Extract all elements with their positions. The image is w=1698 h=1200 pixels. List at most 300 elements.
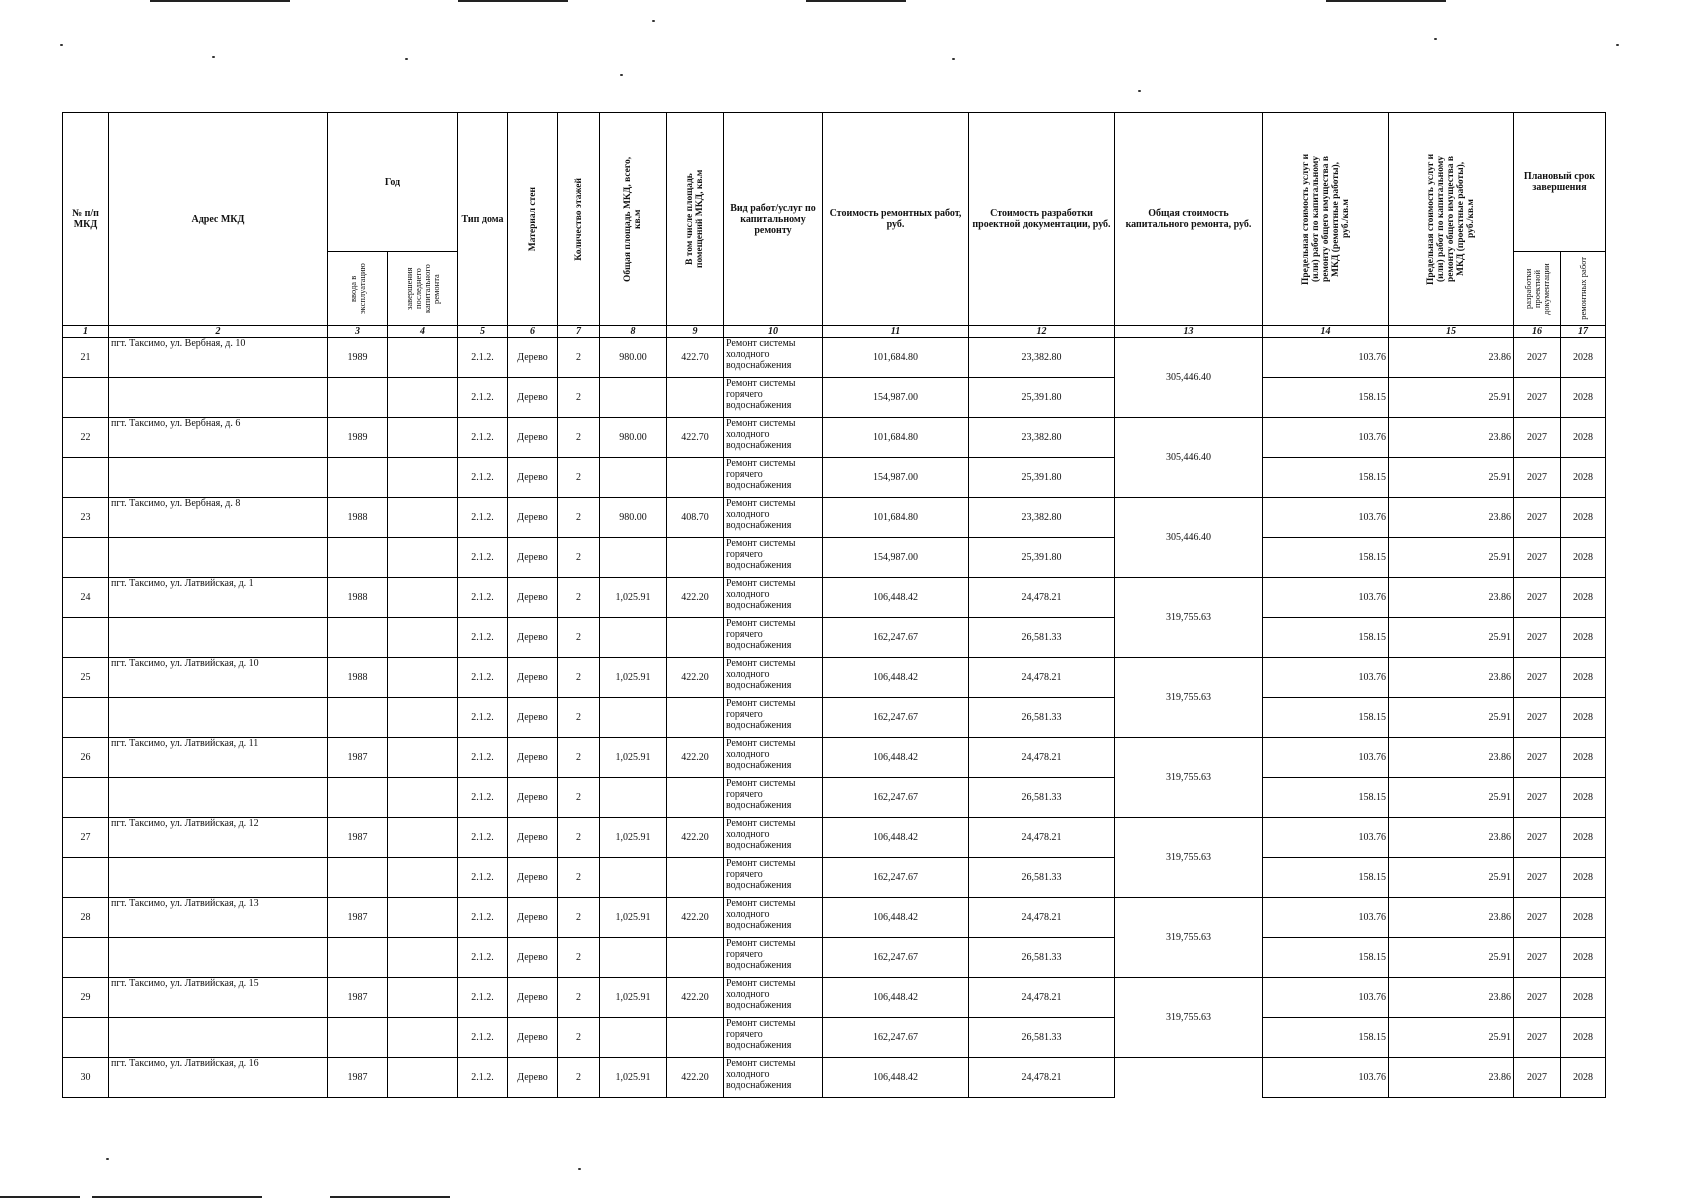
repair-cost: 101,684.80 (823, 418, 969, 458)
scan-artifact-line (1326, 0, 1446, 2)
deadline-repair: 2028 (1561, 1058, 1606, 1098)
column-number: 3 (328, 326, 388, 338)
building-number (63, 858, 109, 898)
scan-speck (652, 20, 655, 22)
limit-design: 23.86 (1389, 978, 1514, 1018)
table-row (63, 378, 1606, 418)
design-cost: 24,478.21 (969, 578, 1115, 618)
table-row (63, 938, 1606, 978)
design-cost: 24,478.21 (969, 818, 1115, 858)
building-number: 29 (63, 978, 109, 1018)
premises-area (667, 858, 724, 898)
work-type: Ремонт системы горячего водоснабжения (724, 458, 823, 498)
floors: 2 (558, 898, 600, 938)
design-cost: 24,478.21 (969, 738, 1115, 778)
house-type: 2.1.2. (458, 1058, 508, 1098)
total-area (600, 778, 667, 818)
limit-design: 23.86 (1389, 898, 1514, 938)
wall-material: Дерево (508, 818, 558, 858)
total-cost: 319,755.63 (1115, 738, 1263, 818)
limit-design: 25.91 (1389, 1018, 1514, 1058)
header-number: № п/п МКД (63, 113, 109, 326)
column-number: 6 (508, 326, 558, 338)
deadline-design: 2027 (1514, 538, 1561, 578)
limit-design: 25.91 (1389, 618, 1514, 658)
building-address: пгт. Таксимо, ул. Вербная, д. 8 (109, 498, 328, 538)
last-repair-year (388, 778, 458, 818)
repair-cost: 106,448.42 (823, 818, 969, 858)
building-number (63, 538, 109, 578)
total-area (600, 378, 667, 418)
last-repair-year (388, 858, 458, 898)
column-number: 12 (969, 326, 1115, 338)
house-type: 2.1.2. (458, 698, 508, 738)
deadline-repair: 2028 (1561, 458, 1606, 498)
total-area: 1,025.91 (600, 818, 667, 858)
wall-material: Дерево (508, 1018, 558, 1058)
floors: 2 (558, 1058, 600, 1098)
repair-cost: 106,448.42 (823, 738, 969, 778)
limit-repair: 103.76 (1263, 418, 1389, 458)
work-type: Ремонт системы горячего водоснабжения (724, 1018, 823, 1058)
total-area: 1,025.91 (600, 658, 667, 698)
floors: 2 (558, 978, 600, 1018)
floors: 2 (558, 498, 600, 538)
building-number: 25 (63, 658, 109, 698)
last-repair-year (388, 378, 458, 418)
building-number (63, 698, 109, 738)
last-repair-year (388, 418, 458, 458)
header-work-type: Вид работ/услуг по капитальному ремонту (724, 113, 823, 326)
repair-cost: 162,247.67 (823, 618, 969, 658)
table-row (63, 1058, 1606, 1098)
total-area: 980.00 (600, 418, 667, 458)
deadline-design: 2027 (1514, 778, 1561, 818)
limit-design: 25.91 (1389, 858, 1514, 898)
building-number: 21 (63, 338, 109, 378)
house-type: 2.1.2. (458, 938, 508, 978)
deadline-design: 2027 (1514, 1018, 1561, 1058)
design-cost: 23,382.80 (969, 338, 1115, 378)
commission-year (328, 1018, 388, 1058)
work-type: Ремонт системы холодного водоснабжения (724, 1058, 823, 1098)
building-number: 27 (63, 818, 109, 858)
column-number: 17 (1561, 326, 1606, 338)
header-premises-area: В том числе площадь помещений МКД, кв.м (667, 113, 724, 326)
deadline-repair: 2028 (1561, 418, 1606, 458)
limit-repair: 158.15 (1263, 698, 1389, 738)
commission-year (328, 538, 388, 578)
column-number: 10 (724, 326, 823, 338)
limit-design: 23.86 (1389, 578, 1514, 618)
repair-cost: 106,448.42 (823, 978, 969, 1018)
building-address (109, 858, 328, 898)
commission-year (328, 618, 388, 658)
work-type: Ремонт системы холодного водоснабжения (724, 738, 823, 778)
limit-repair: 103.76 (1263, 498, 1389, 538)
wall-material: Дерево (508, 418, 558, 458)
work-type: Ремонт системы холодного водоснабжения (724, 898, 823, 938)
deadline-design: 2027 (1514, 938, 1561, 978)
repair-cost: 162,247.67 (823, 938, 969, 978)
limit-design: 23.86 (1389, 738, 1514, 778)
total-cost (1115, 1058, 1263, 1098)
header-deadline-design: разработки проектной документации (1514, 252, 1561, 326)
header-year: Год (328, 113, 458, 252)
total-area (600, 858, 667, 898)
limit-repair: 103.76 (1263, 1058, 1389, 1098)
limit-design: 23.86 (1389, 1058, 1514, 1098)
scan-speck (1138, 90, 1141, 92)
building-number (63, 1018, 109, 1058)
building-address (109, 778, 328, 818)
house-type: 2.1.2. (458, 338, 508, 378)
scan-speck (1616, 44, 1619, 46)
premises-area (667, 458, 724, 498)
building-address: пгт. Таксимо, ул. Латвийская, д. 10 (109, 658, 328, 698)
building-number: 22 (63, 418, 109, 458)
commission-year: 1988 (328, 498, 388, 538)
wall-material: Дерево (508, 978, 558, 1018)
total-area (600, 458, 667, 498)
house-type: 2.1.2. (458, 1018, 508, 1058)
deadline-design: 2027 (1514, 898, 1561, 938)
header-deadline: Плановый срок завершения (1514, 113, 1606, 252)
house-type: 2.1.2. (458, 578, 508, 618)
wall-material: Дерево (508, 338, 558, 378)
design-cost: 24,478.21 (969, 1058, 1115, 1098)
limit-design: 25.91 (1389, 538, 1514, 578)
total-area (600, 1018, 667, 1058)
building-number: 23 (63, 498, 109, 538)
deadline-repair: 2028 (1561, 898, 1606, 938)
building-number: 24 (63, 578, 109, 618)
design-cost: 26,581.33 (969, 778, 1115, 818)
deadline-design: 2027 (1514, 578, 1561, 618)
building-address: пгт. Таксимо, ул. Вербная, д. 6 (109, 418, 328, 458)
commission-year: 1987 (328, 898, 388, 938)
commission-year: 1988 (328, 658, 388, 698)
wall-material: Дерево (508, 578, 558, 618)
deadline-repair: 2028 (1561, 618, 1606, 658)
commission-year: 1987 (328, 818, 388, 858)
building-number (63, 458, 109, 498)
limit-repair: 158.15 (1263, 458, 1389, 498)
column-number: 8 (600, 326, 667, 338)
house-type: 2.1.2. (458, 618, 508, 658)
work-type: Ремонт системы горячего водоснабжения (724, 938, 823, 978)
header-floors: Количество этажей (558, 113, 600, 326)
limit-design: 23.86 (1389, 498, 1514, 538)
table-row (63, 1018, 1606, 1058)
limit-design: 25.91 (1389, 778, 1514, 818)
building-address (109, 698, 328, 738)
limit-repair: 103.76 (1263, 898, 1389, 938)
total-cost: 319,755.63 (1115, 818, 1263, 898)
floors: 2 (558, 818, 600, 858)
limit-repair: 158.15 (1263, 778, 1389, 818)
total-cost: 319,755.63 (1115, 658, 1263, 738)
scan-artifact-line (92, 1196, 262, 1198)
scan-artifact-line (330, 1196, 450, 1198)
header-house-type: Тип дома (458, 113, 508, 326)
building-address (109, 618, 328, 658)
premises-area: 422.70 (667, 418, 724, 458)
deadline-repair: 2028 (1561, 1018, 1606, 1058)
floors: 2 (558, 378, 600, 418)
repair-cost: 162,247.67 (823, 858, 969, 898)
work-type: Ремонт системы холодного водоснабжения (724, 818, 823, 858)
wall-material: Дерево (508, 1058, 558, 1098)
design-cost: 26,581.33 (969, 618, 1115, 658)
design-cost: 24,478.21 (969, 898, 1115, 938)
house-type: 2.1.2. (458, 458, 508, 498)
wall-material: Дерево (508, 858, 558, 898)
header-year-commission: ввода в эксплуатацию (328, 252, 388, 326)
column-number: 9 (667, 326, 724, 338)
repair-cost: 106,448.42 (823, 898, 969, 938)
wall-material: Дерево (508, 538, 558, 578)
last-repair-year (388, 658, 458, 698)
commission-year (328, 858, 388, 898)
limit-repair: 103.76 (1263, 978, 1389, 1018)
wall-material: Дерево (508, 898, 558, 938)
repair-cost: 162,247.67 (823, 778, 969, 818)
total-area (600, 698, 667, 738)
building-number: 26 (63, 738, 109, 778)
premises-area (667, 378, 724, 418)
header-wall-material: Материал стен (508, 113, 558, 326)
capital-repair-table (62, 112, 1606, 1098)
deadline-design: 2027 (1514, 378, 1561, 418)
house-type: 2.1.2. (458, 778, 508, 818)
last-repair-year (388, 578, 458, 618)
total-cost: 319,755.63 (1115, 978, 1263, 1058)
limit-repair: 103.76 (1263, 658, 1389, 698)
limit-repair: 158.15 (1263, 938, 1389, 978)
table-row (63, 858, 1606, 898)
column-number: 15 (1389, 326, 1514, 338)
last-repair-year (388, 1018, 458, 1058)
last-repair-year (388, 978, 458, 1018)
header-total-cost: Общая стоимость капитального ремонта, руб. (1115, 113, 1263, 326)
table-row (63, 978, 1606, 1018)
last-repair-year (388, 1058, 458, 1098)
building-number (63, 378, 109, 418)
deadline-design: 2027 (1514, 1058, 1561, 1098)
repair-cost: 154,987.00 (823, 458, 969, 498)
commission-year: 1989 (328, 338, 388, 378)
premises-area: 422.20 (667, 738, 724, 778)
limit-design: 23.86 (1389, 418, 1514, 458)
deadline-repair: 2028 (1561, 658, 1606, 698)
deadline-design: 2027 (1514, 458, 1561, 498)
commission-year: 1987 (328, 1058, 388, 1098)
last-repair-year (388, 938, 458, 978)
column-number: 13 (1115, 326, 1263, 338)
work-type: Ремонт системы холодного водоснабжения (724, 658, 823, 698)
building-address: пгт. Таксимо, ул. Латвийская, д. 1 (109, 578, 328, 618)
limit-repair: 103.76 (1263, 338, 1389, 378)
wall-material: Дерево (508, 778, 558, 818)
deadline-repair: 2028 (1561, 858, 1606, 898)
premises-area (667, 618, 724, 658)
deadline-repair: 2028 (1561, 818, 1606, 858)
design-cost: 26,581.33 (969, 858, 1115, 898)
table-row (63, 538, 1606, 578)
total-cost: 305,446.40 (1115, 338, 1263, 418)
scan-speck (1434, 38, 1437, 40)
limit-repair: 103.76 (1263, 818, 1389, 858)
last-repair-year (388, 338, 458, 378)
scan-speck (578, 1168, 581, 1170)
premises-area: 422.70 (667, 338, 724, 378)
table-row (63, 778, 1606, 818)
floors: 2 (558, 698, 600, 738)
scan-speck (620, 74, 623, 76)
deadline-design: 2027 (1514, 858, 1561, 898)
repair-cost: 106,448.42 (823, 1058, 969, 1098)
column-number: 1 (63, 326, 109, 338)
deadline-design: 2027 (1514, 818, 1561, 858)
house-type: 2.1.2. (458, 538, 508, 578)
commission-year: 1988 (328, 578, 388, 618)
column-number: 2 (109, 326, 328, 338)
building-number (63, 938, 109, 978)
last-repair-year (388, 698, 458, 738)
table-row (63, 498, 1606, 538)
wall-material: Дерево (508, 498, 558, 538)
limit-design: 23.86 (1389, 658, 1514, 698)
work-type: Ремонт системы холодного водоснабжения (724, 498, 823, 538)
repair-cost: 162,247.67 (823, 698, 969, 738)
column-number-row (63, 326, 1606, 338)
building-address: пгт. Таксимо, ул. Латвийская, д. 16 (109, 1058, 328, 1098)
design-cost: 24,478.21 (969, 658, 1115, 698)
floors: 2 (558, 538, 600, 578)
building-address: пгт. Таксимо, ул. Латвийская, д. 11 (109, 738, 328, 778)
floors: 2 (558, 778, 600, 818)
house-type: 2.1.2. (458, 858, 508, 898)
commission-year (328, 778, 388, 818)
commission-year: 1987 (328, 978, 388, 1018)
work-type: Ремонт системы горячего водоснабжения (724, 698, 823, 738)
work-type: Ремонт системы горячего водоснабжения (724, 618, 823, 658)
last-repair-year (388, 538, 458, 578)
work-type: Ремонт системы холодного водоснабжения (724, 978, 823, 1018)
building-address (109, 938, 328, 978)
floors: 2 (558, 458, 600, 498)
deadline-repair: 2028 (1561, 578, 1606, 618)
wall-material: Дерево (508, 738, 558, 778)
commission-year: 1987 (328, 738, 388, 778)
last-repair-year (388, 618, 458, 658)
table-row (63, 338, 1606, 378)
column-number: 14 (1263, 326, 1389, 338)
design-cost: 26,581.33 (969, 698, 1115, 738)
work-type: Ремонт системы холодного водоснабжения (724, 418, 823, 458)
limit-design: 25.91 (1389, 458, 1514, 498)
premises-area: 422.20 (667, 658, 724, 698)
table-row (63, 658, 1606, 698)
limit-repair: 158.15 (1263, 618, 1389, 658)
commission-year (328, 698, 388, 738)
limit-repair: 158.15 (1263, 378, 1389, 418)
wall-material: Дерево (508, 698, 558, 738)
commission-year (328, 938, 388, 978)
deadline-design: 2027 (1514, 658, 1561, 698)
header-year-last-repair: завершения последнего капитального ремонта (388, 252, 458, 326)
column-number: 11 (823, 326, 969, 338)
design-cost: 23,382.80 (969, 498, 1115, 538)
scan-artifact-line (0, 1196, 80, 1198)
repair-cost: 162,247.67 (823, 1018, 969, 1058)
house-type: 2.1.2. (458, 978, 508, 1018)
commission-year: 1989 (328, 418, 388, 458)
deadline-design: 2027 (1514, 338, 1561, 378)
total-area (600, 618, 667, 658)
design-cost: 23,382.80 (969, 418, 1115, 458)
table-header (63, 113, 1606, 338)
table-row (63, 698, 1606, 738)
last-repair-year (388, 738, 458, 778)
total-cost: 319,755.63 (1115, 578, 1263, 658)
floors: 2 (558, 938, 600, 978)
limit-design: 23.86 (1389, 338, 1514, 378)
premises-area: 422.20 (667, 978, 724, 1018)
floors: 2 (558, 1018, 600, 1058)
scan-speck (952, 58, 955, 60)
premises-area (667, 1018, 724, 1058)
floors: 2 (558, 578, 600, 618)
premises-area: 422.20 (667, 1058, 724, 1098)
premises-area: 422.20 (667, 578, 724, 618)
deadline-design: 2027 (1514, 418, 1561, 458)
column-number: 16 (1514, 326, 1561, 338)
total-cost: 319,755.63 (1115, 898, 1263, 978)
work-type: Ремонт системы холодного водоснабжения (724, 578, 823, 618)
total-area: 1,025.91 (600, 978, 667, 1018)
total-area: 980.00 (600, 338, 667, 378)
total-cost: 305,446.40 (1115, 418, 1263, 498)
wall-material: Дерево (508, 458, 558, 498)
premises-area (667, 698, 724, 738)
deadline-design: 2027 (1514, 618, 1561, 658)
commission-year (328, 458, 388, 498)
table-row (63, 818, 1606, 858)
premises-area: 422.20 (667, 898, 724, 938)
design-cost: 24,478.21 (969, 978, 1115, 1018)
floors: 2 (558, 658, 600, 698)
house-type: 2.1.2. (458, 738, 508, 778)
building-address (109, 538, 328, 578)
column-number: 5 (458, 326, 508, 338)
total-area: 1,025.91 (600, 578, 667, 618)
work-type: Ремонт системы горячего водоснабжения (724, 538, 823, 578)
deadline-repair: 2028 (1561, 738, 1606, 778)
deadline-design: 2027 (1514, 498, 1561, 538)
total-area (600, 938, 667, 978)
limit-design: 25.91 (1389, 698, 1514, 738)
table-row (63, 618, 1606, 658)
deadline-repair: 2028 (1561, 538, 1606, 578)
building-address: пгт. Таксимо, ул. Латвийская, д. 15 (109, 978, 328, 1018)
repair-cost: 101,684.80 (823, 498, 969, 538)
deadline-design: 2027 (1514, 978, 1561, 1018)
scan-artifact-line (150, 0, 290, 2)
deadline-repair: 2028 (1561, 378, 1606, 418)
floors: 2 (558, 858, 600, 898)
